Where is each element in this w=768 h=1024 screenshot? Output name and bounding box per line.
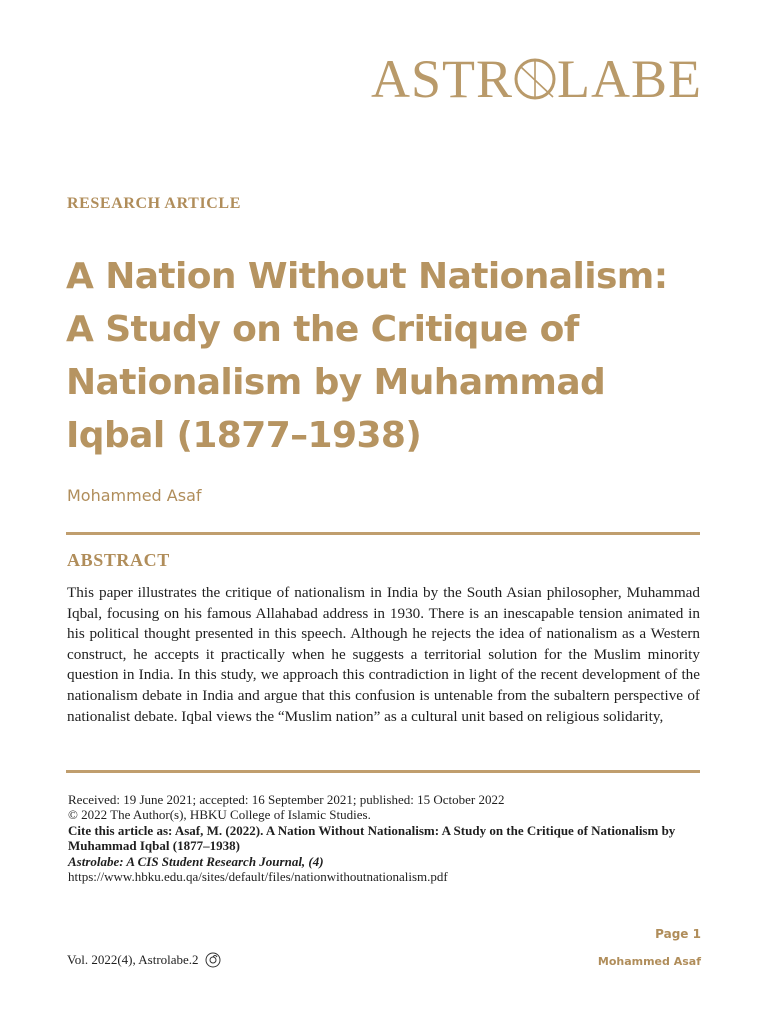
open-access-icon — [205, 952, 221, 968]
page-number — [655, 927, 701, 941]
astrolabe-logo — [370, 49, 702, 109]
citation: Cite this article as: Asaf, M. (2022). A Nation Without Nationalism: A Study on the Critique of Nationalism by Muhammad Iqbal (1877–1938) — [68, 822, 676, 854]
publication-metadata — [68, 792, 688, 884]
logo-prefix: ASTR — [370, 49, 513, 109]
page-number-value: 1 — [692, 927, 701, 941]
abstract-heading: ABSTRACT — [67, 550, 170, 570]
divider-top — [66, 532, 700, 535]
article-url-link[interactable]: https://www.hbku.edu.qa/sites/default/files/nationwithoutnationalism.pdf — [68, 869, 448, 885]
footer-volume — [67, 952, 221, 968]
running-author: Mohammed Asaf — [597, 955, 701, 968]
article-type-label: RESEARCH ARTICLE — [67, 195, 241, 212]
copyright-notice: © 2022 The Author(s), HBKU College of Islamic Studies. — [68, 807, 371, 823]
abstract-text: This paper illustrates the critique of nationalism in India by the South Asian philosopher, Muhammad Iqbal, focusing on his famous Allahabad address in 1930. There is an inescapable tension animated in his political thought presented in this speech. Although he rejects the idea of nationalism as a Western construct, he accepts it practically when he suggests a territorial solution for the Muslim minority question in India. In this study, we approach this contradiction in light of the recent development of the nationalism debate in India and argue that this confusion is untenable from the subaltern perspective of nationalist debate. Iqbal views the “Muslim nation” as a cultural unit based on religious solidarity, — [67, 584, 700, 725]
journal-name: Astrolabe: A CIS Student Research Journal, (4) — [68, 853, 324, 869]
volume-label: Vol. 2022(4), Astrolabe.2 — [67, 952, 199, 967]
divider-bottom — [66, 770, 700, 773]
publication-dates: Received: 19 June 2021; accepted: 16 September 2021; published: 15 October 2022 — [68, 792, 505, 807]
astrolabe-o-icon — [511, 53, 559, 105]
article-author: Mohammed Asaf — [67, 486, 202, 505]
logo-suffix: LABE — [557, 49, 702, 109]
page-label-text: Page — [655, 927, 689, 941]
article-title: A Nation Without Nationalism: A Study on the Critique of Nationalism by Muhammad Iqbal (1877–1938) — [66, 256, 668, 456]
